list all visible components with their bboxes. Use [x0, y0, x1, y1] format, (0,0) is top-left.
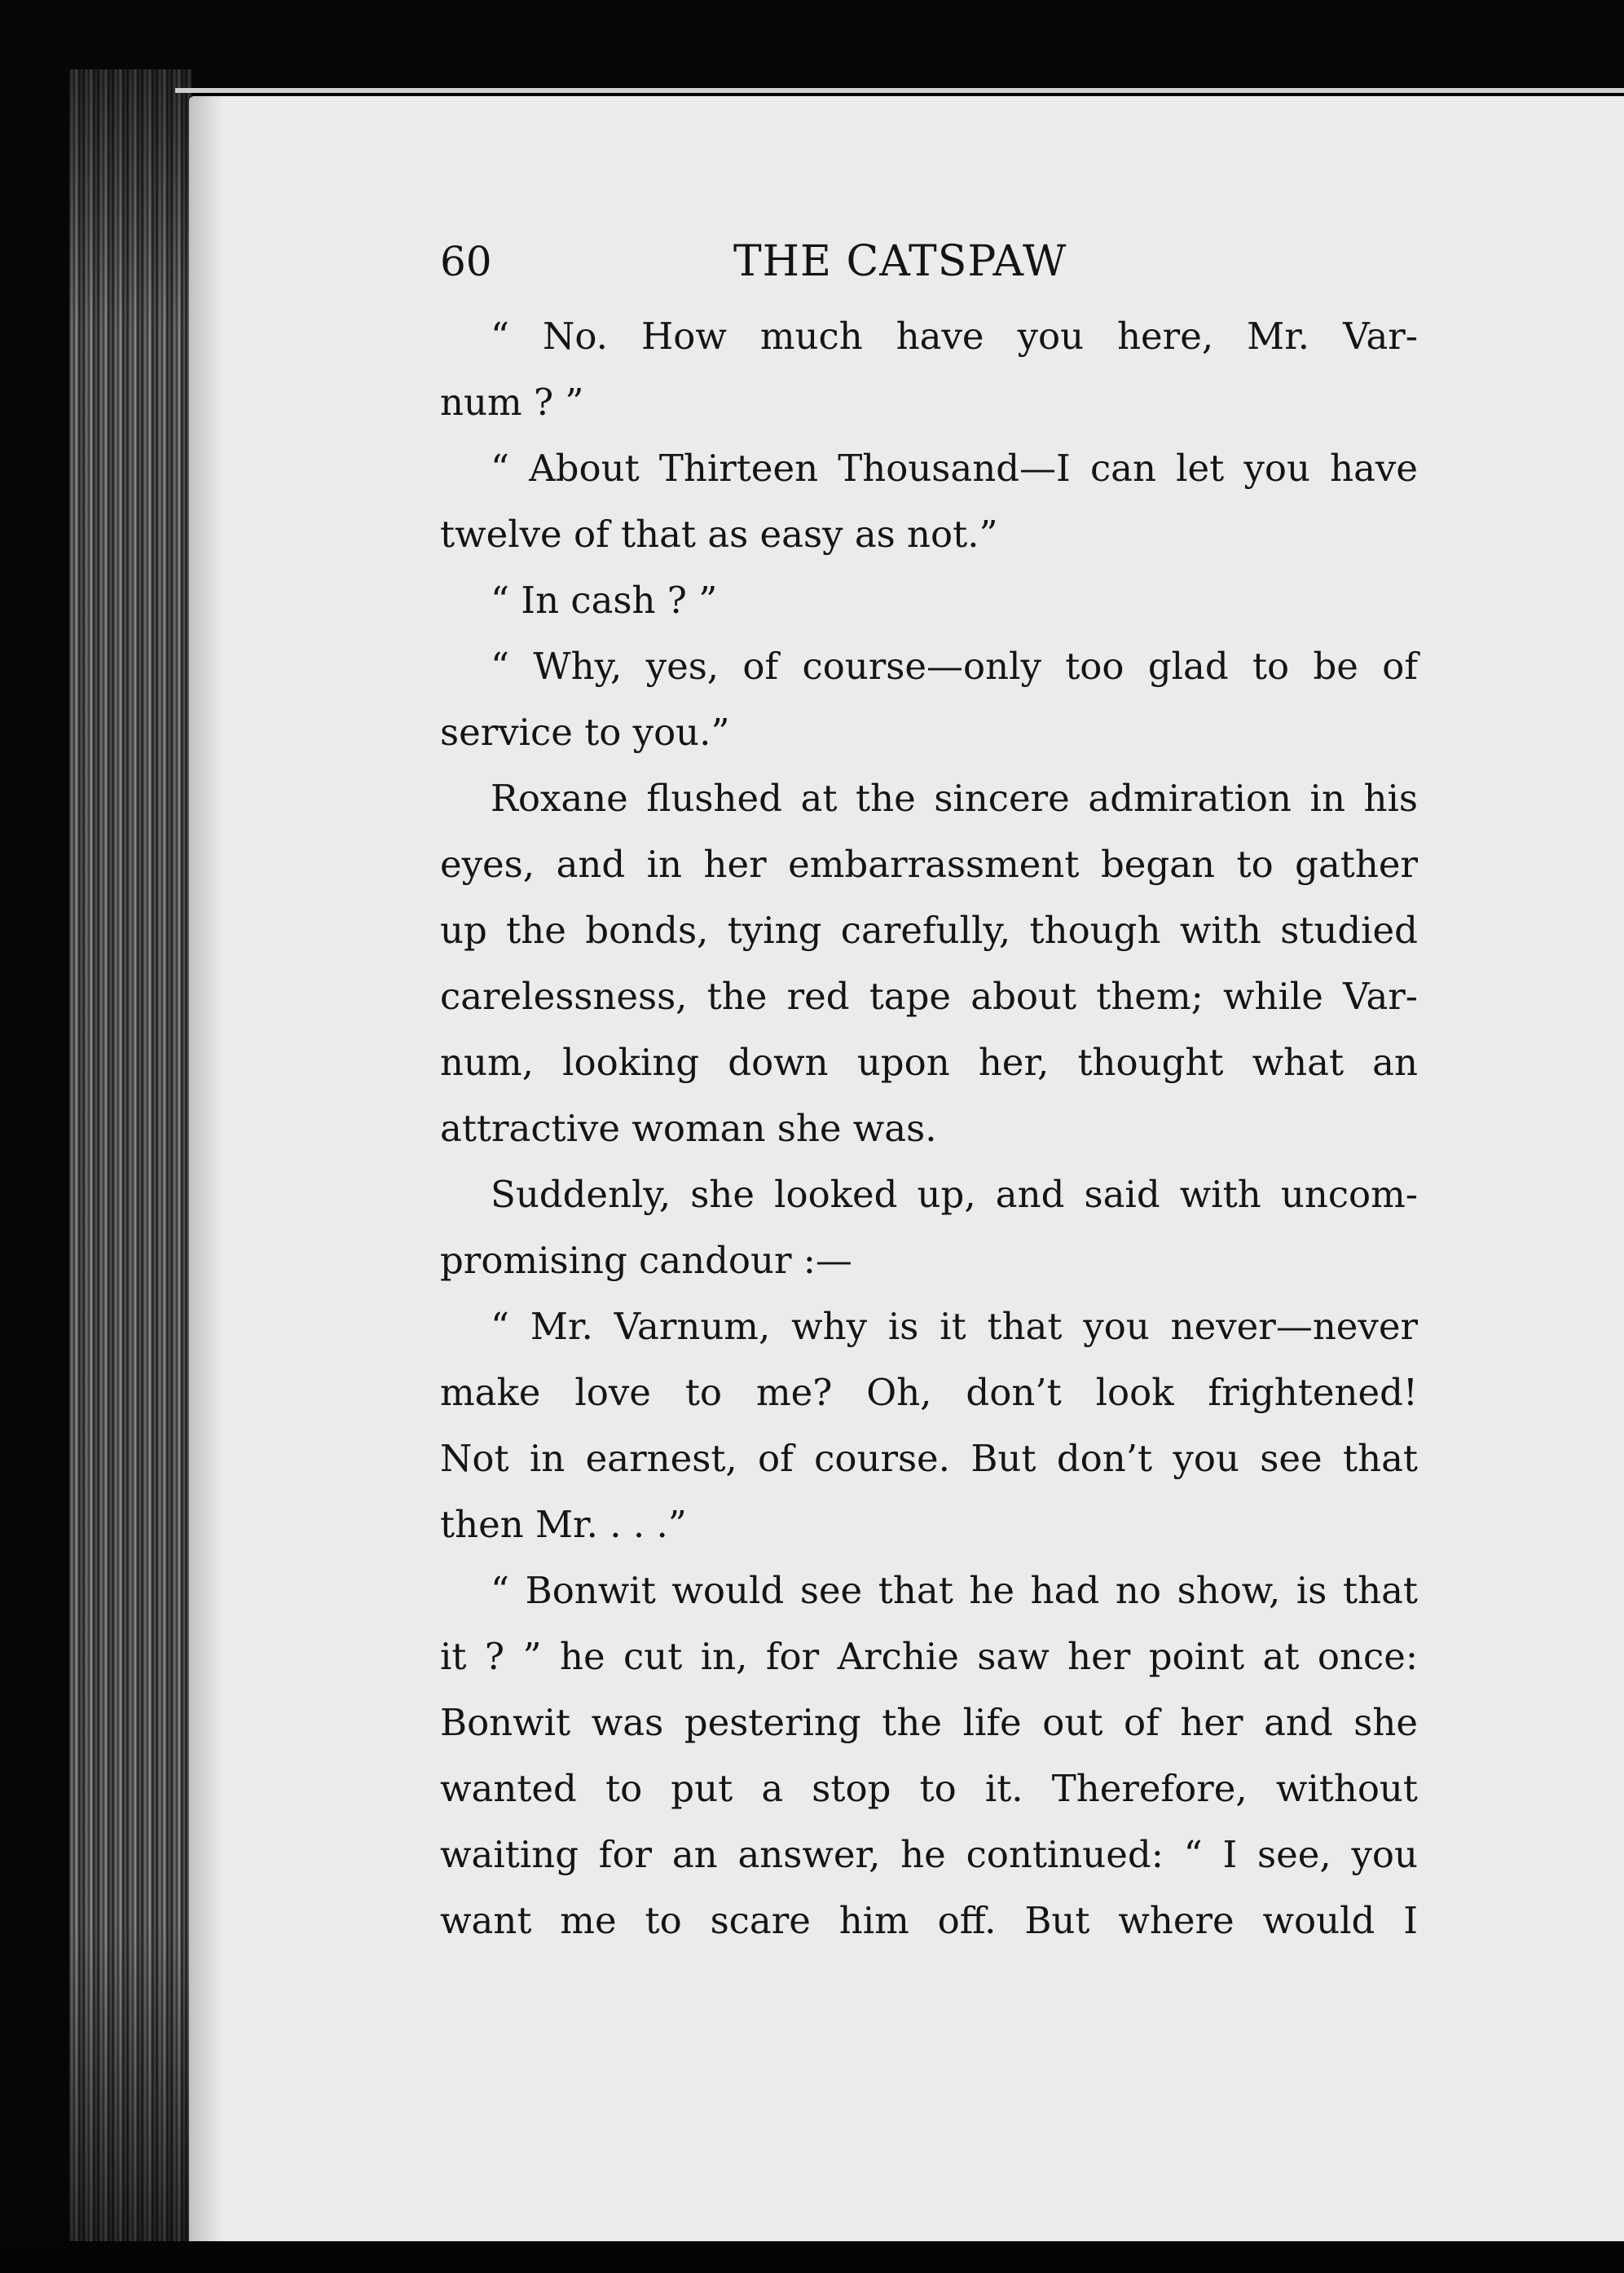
text-line: want me to scare him off. But where would I: [440, 1899, 1418, 1942]
running-title: THE CATSPAW: [733, 237, 1067, 286]
text-line: then Mr. . . .”: [440, 1503, 687, 1546]
gutter-shadow: [189, 96, 222, 2241]
text-line: up the bonds, tying carefully, though with studied: [440, 909, 1418, 952]
page-top-edge: [175, 88, 1624, 93]
text-line: Bonwit was pestering the life out of her and she: [440, 1701, 1418, 1744]
text-line: “ Mr. Varnum, why is it that you never—never: [491, 1305, 1418, 1348]
text-line: carelessness, the red tape about them; while Var-: [440, 975, 1418, 1018]
text-line: eyes, and in her embarrassment began to gather: [440, 843, 1418, 886]
text-line: Roxane flushed at the sincere admiration in his: [491, 777, 1418, 820]
text-line: make love to me? Oh, don’t look frightened!: [440, 1371, 1418, 1414]
text-line: promising candour :—: [440, 1239, 852, 1282]
scan-bottom-border: [0, 2241, 1624, 2273]
text-line: wanted to put a stop to it. Therefore, without: [440, 1767, 1418, 1810]
text-line: “ About Thirteen Thousand—I can let you have: [491, 447, 1418, 490]
text-line: num ? ”: [440, 381, 584, 424]
text-line: waiting for an answer, he continued: “ I see, you: [440, 1833, 1418, 1876]
page-edges-shadow: [69, 69, 191, 2253]
text-line: “ Bonwit would see that he had no show, is that: [491, 1569, 1418, 1612]
text-line: twelve of that as easy as not.”: [440, 513, 998, 556]
text-line: it ? ” he cut in, for Archie saw her point at once:: [440, 1635, 1418, 1678]
page-number: 60: [440, 238, 492, 285]
text-line: “ Why, yes, of course—only too glad to be of: [491, 645, 1418, 688]
text-line: “ No. How much have you here, Mr. Var-: [491, 315, 1418, 358]
text-line: Not in earnest, of course. But don’t you see that: [440, 1437, 1418, 1480]
page-text: [440, 228, 1418, 1954]
text-line: service to you.”: [440, 711, 730, 754]
text-line: attractive woman she was.: [440, 1107, 937, 1150]
text-line: num, looking down upon her, thought what an: [440, 1041, 1418, 1084]
text-line: Suddenly, she looked up, and said with uncom-: [491, 1173, 1418, 1216]
running-head: [440, 228, 1418, 295]
text-line: “ In cash ? ”: [491, 579, 718, 622]
